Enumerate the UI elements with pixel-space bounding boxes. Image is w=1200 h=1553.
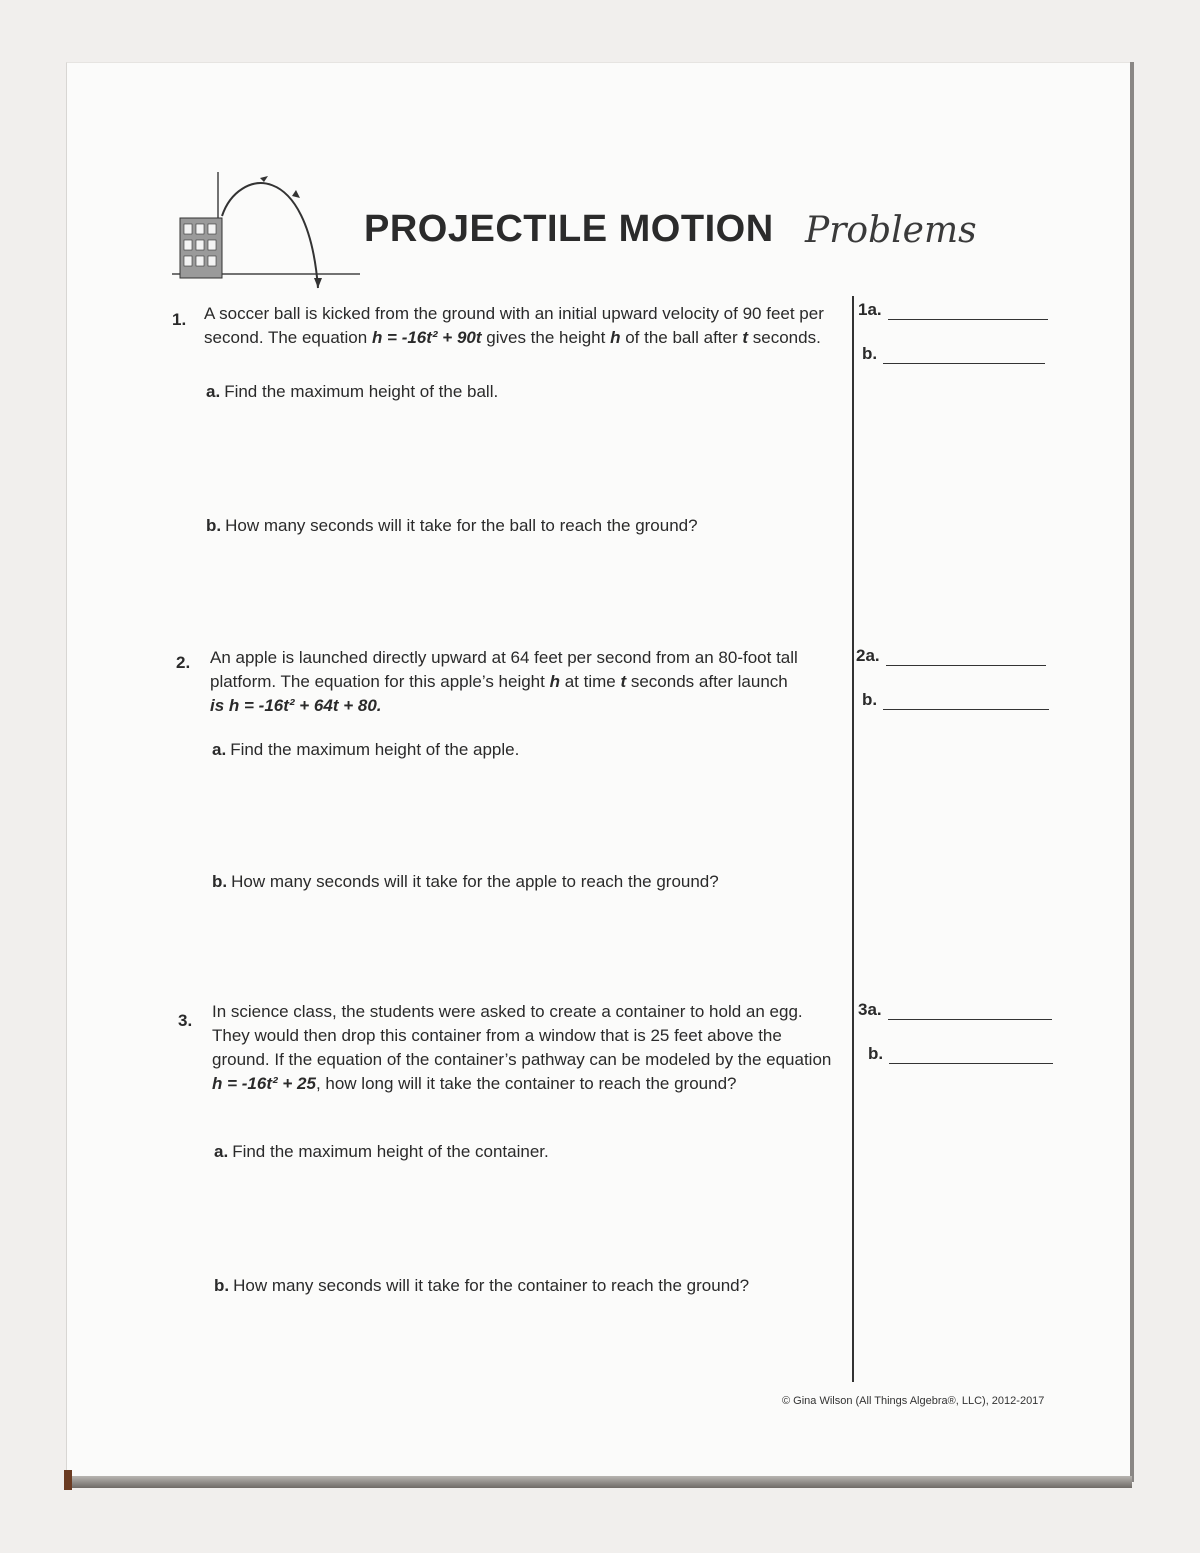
answer-column-divider	[852, 296, 854, 1382]
question-1a: a. Find the maximum height of the ball.	[206, 382, 499, 401]
copyright-footer: © Gina Wilson (All Things Algebra®, LLC), 2012-2017	[782, 1395, 1045, 1407]
question-1-text: A soccer ball is kicked from the ground with an initial upward velocity of 90 feet per second. The equation h = -16t² + 90t gives the height h of the ball after t seconds.	[204, 304, 824, 347]
page-title: PROJECTILE MOTION	[364, 208, 774, 250]
question-2-text: An apple is launched directly upward at 64 feet per second from an 80-foot tall platform. The equation for this apple’s height h at time t seconds after launch is h = -16t² + 64t + 80.	[210, 648, 798, 715]
question-2b: b. How many seconds will it take for the apple to reach the ground?	[212, 872, 719, 891]
binder-mark	[64, 1470, 72, 1490]
answer-2b[interactable]: b.	[862, 690, 1049, 710]
answer-3a[interactable]: 3a.	[858, 1000, 1052, 1020]
question-3-number: 3.	[178, 1011, 193, 1030]
question-3-text: In science class, the students were asked to create a container to hold an egg. They would then drop this container from a window that is 25 feet above the ground. If the equation of the container’s pathway can be modeled by the equation h = -16t² + 25, how long will it take the container to reach the ground?	[212, 1002, 832, 1093]
answer-3b[interactable]: b.	[868, 1044, 1053, 1064]
answer-1a[interactable]: 1a.	[858, 300, 1048, 320]
page-bottom-shadow	[66, 1476, 1132, 1488]
page-edge	[1130, 62, 1134, 1482]
page-title-script: Problems	[805, 210, 977, 251]
answer-2a[interactable]: 2a.	[856, 646, 1046, 666]
answer-1b[interactable]: b.	[862, 344, 1045, 364]
question-1b: b. How many seconds will it take for the ball to reach the ground?	[206, 516, 698, 535]
projectile-logo-icon	[168, 168, 364, 292]
question-1-number: 1.	[172, 310, 187, 329]
question-3a: a. Find the maximum height of the container.	[214, 1142, 549, 1161]
question-2a: a. Find the maximum height of the apple.	[212, 740, 520, 759]
question-2-number: 2.	[176, 653, 191, 672]
question-3b: b. How many seconds will it take for the container to reach the ground?	[214, 1276, 750, 1295]
